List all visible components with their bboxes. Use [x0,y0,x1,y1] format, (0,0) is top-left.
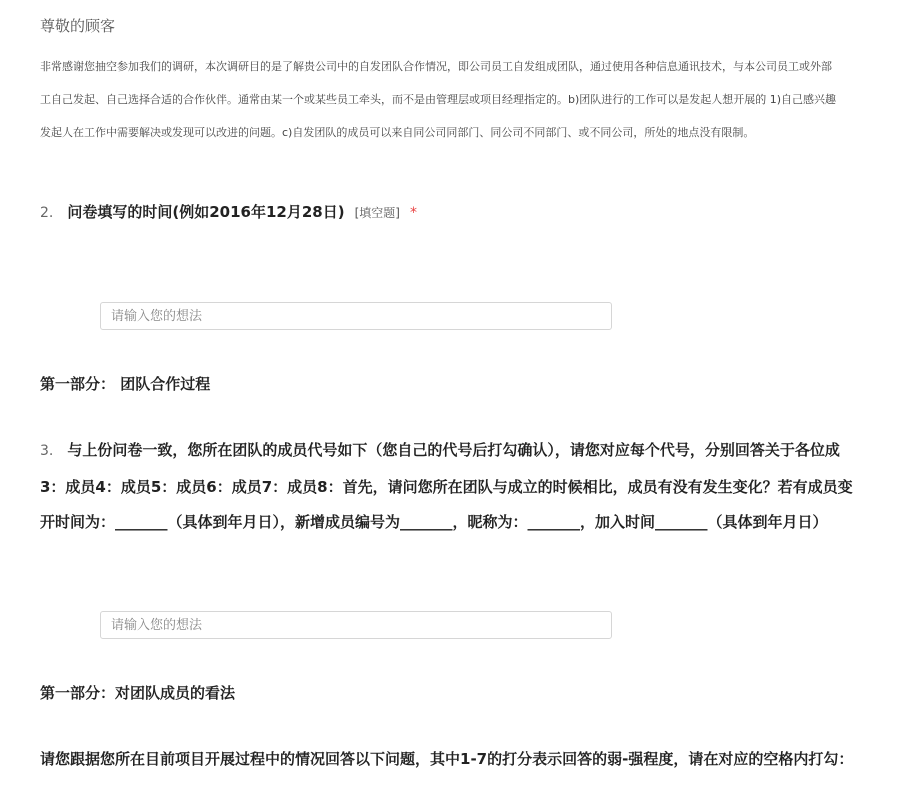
question-number: 2. [40,205,54,221]
required-asterisk: * [409,205,417,221]
question-2-header [40,201,417,222]
question-3-line-2: 3：成员4：成员5：成员6：成员7：成员8：首先，请问您所在团队与成立的时候相比，成员有没有发生变化？若有成员变 [40,478,853,496]
greeting: 尊敬的顾客 [40,17,116,35]
section-title-member-views: 第一部分：对团队成员的看法 [40,684,236,702]
intro-line-1: 非常感谢您抽空参加我们的调研，本次调研目的是了解贵公司中的自发团队合作情况，即公司员工自发组成团队，通过使用各种信息通讯技术，与本公司员工或外部 [40,60,832,73]
intro-line-2: 工自己发起、自己选择合适的合作伙伴。通常由某一个或某些员工牵头，而不是由管理层或项目经理指定的。b)团队进行的工作可以是发起人想开展的 1)自己感兴趣 [40,93,837,106]
question-3-text-line-1: 与上份问卷一致，您所在团队的成员代号如下（您自己的代号后打勾确认），请您对应每个代号，分别回答关于各位成 [67,441,840,459]
rating-instruction: 请您跟据您所在目前项目开展过程中的情况回答以下问题，其中1-7的打分表示回答的弱-强程度，请在对应的空格内打勾： [40,750,854,768]
question-number: 3. [40,443,54,459]
question-title: 问卷填写的时间(例如2016年12月28日) [67,203,345,221]
section-title-team-process: 第一部分： 团队合作过程 [40,375,211,393]
intro-line-3: 发起人在工作中需要解决或发现可以改进的问题。c)自发团队的成员可以来自同公司同部门、同公司不同部门、或不同公司，所处的地点没有限制。 [40,126,755,139]
question-type-label: [填空题] [354,206,400,220]
question-3-line-1 [40,439,840,460]
question-2-answer-input[interactable] [100,302,612,330]
question-3-line-3: 开时间为：_______（具体到年月日），新增成员编号为_______，昵称为：_______，加入时间_______（具体到年月日） [40,513,828,531]
question-3-answer-input[interactable] [100,611,612,639]
